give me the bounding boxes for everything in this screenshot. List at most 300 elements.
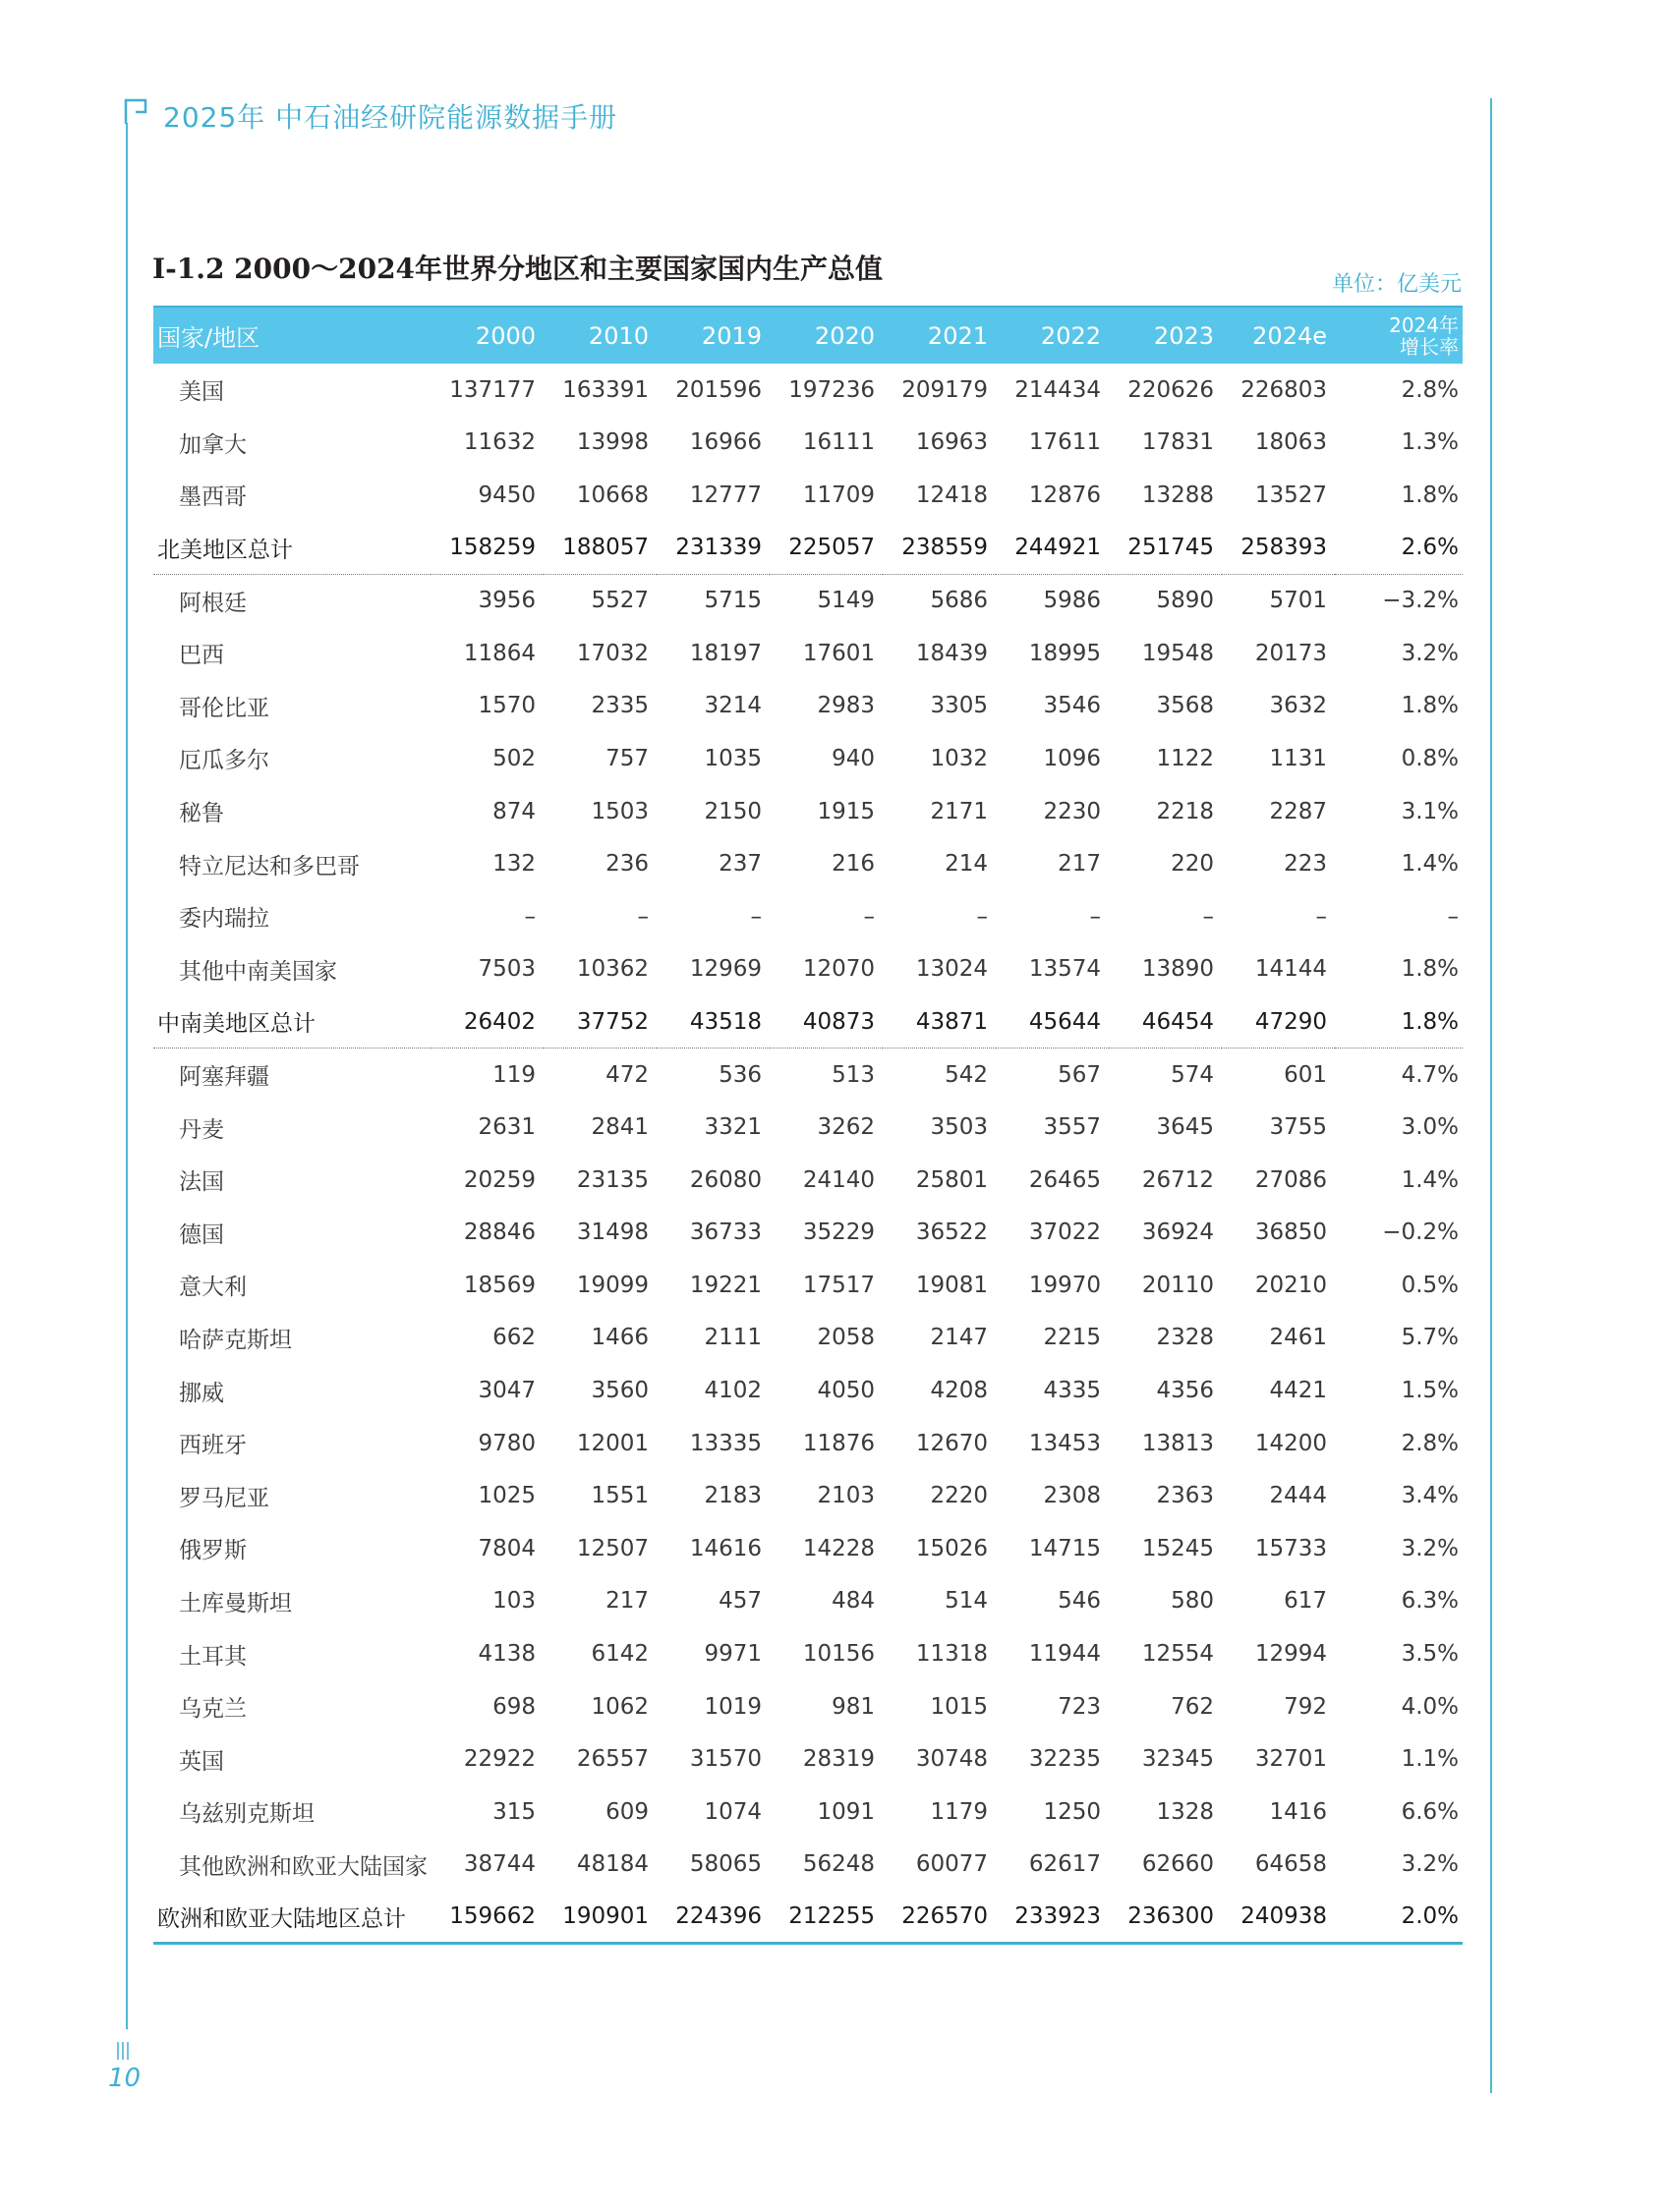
growth-rate-header-line1: 2024年 (1389, 312, 1459, 337)
gdp-value-cell: 10156 (802, 1641, 875, 1668)
table-row (153, 890, 1463, 943)
growth-rate-cell: 0.5% (1401, 1272, 1459, 1298)
gdp-value-cell: – (1202, 903, 1214, 930)
gdp-value-cell: 13335 (689, 1430, 762, 1456)
table-row (153, 1417, 1463, 1470)
gdp-value-cell: 2183 (704, 1483, 762, 1509)
gdp-value-cell: 12876 (1028, 482, 1101, 508)
column-header-year: 2000 (475, 321, 536, 350)
table-row (153, 469, 1463, 522)
gdp-value-cell: 38744 (463, 1851, 536, 1878)
gdp-value-cell: 5686 (930, 588, 988, 614)
gdp-value-cell: 17831 (1141, 429, 1214, 456)
gdp-value-cell: 580 (1171, 1588, 1214, 1615)
gdp-value-cell: 4050 (817, 1378, 875, 1404)
growth-rate-cell: 2.8% (1401, 376, 1459, 403)
gdp-value-cell: 36733 (689, 1219, 762, 1246)
gdp-value-cell: 28319 (802, 1746, 875, 1773)
gdp-value-cell: 1035 (704, 745, 762, 771)
table-row (153, 417, 1463, 470)
gdp-value-cell: 32235 (1028, 1746, 1101, 1773)
column-header-year: 2019 (701, 321, 762, 350)
table-row (153, 732, 1463, 785)
gdp-value-cell: 217 (605, 1588, 649, 1615)
gdp-value-cell: 1250 (1043, 1798, 1101, 1825)
table-row (153, 1154, 1463, 1207)
gdp-value-cell: – (750, 903, 762, 930)
country-name: 委内瑞拉 (179, 906, 269, 933)
country-name: 墨西哥 (179, 484, 247, 511)
growth-rate-cell: 6.6% (1401, 1798, 1459, 1825)
gdp-value-cell: 13998 (576, 429, 649, 456)
gdp-value-cell: 546 (1058, 1588, 1101, 1615)
column-header-year: 2010 (588, 321, 649, 350)
page-tick-icon (116, 2042, 130, 2060)
gdp-value-cell: 159662 (449, 1903, 536, 1930)
growth-rate-cell: 1.4% (1401, 1166, 1459, 1193)
gdp-value-cell: 5986 (1043, 588, 1101, 614)
gdp-value-cell: 223 (1284, 851, 1327, 878)
table-row (153, 1101, 1463, 1154)
gdp-value-cell: 1503 (591, 798, 649, 824)
growth-rate-cell: 1.3% (1401, 429, 1459, 456)
gdp-value-cell: 190901 (562, 1903, 649, 1930)
gdp-value-cell: 3321 (704, 1114, 762, 1141)
table-row (153, 1469, 1463, 1522)
gdp-value-cell: 11632 (463, 429, 536, 456)
gdp-value-cell: 2103 (817, 1483, 875, 1509)
gdp-value-cell: 3956 (478, 588, 536, 614)
growth-rate-cell: 2.0% (1401, 1903, 1459, 1930)
gdp-value-cell: 542 (945, 1061, 988, 1088)
growth-rate-cell: 1.8% (1401, 693, 1459, 719)
gdp-value-cell: 15026 (915, 1535, 988, 1561)
gdp-value-cell: 4335 (1043, 1378, 1101, 1404)
gdp-value-cell: 12994 (1254, 1641, 1327, 1668)
gdp-value-cell: 60077 (915, 1851, 988, 1878)
country-name: 阿根廷 (179, 590, 247, 616)
country-name: 罗马尼亚 (179, 1485, 269, 1511)
gdp-value-cell: 58065 (689, 1851, 762, 1878)
table-total-row (153, 522, 1463, 575)
gdp-value-cell: 1025 (478, 1483, 536, 1509)
gdp-value-cell: 62617 (1028, 1851, 1101, 1878)
table-row (153, 574, 1463, 627)
table-row (153, 1364, 1463, 1417)
gdp-value-cell: 16966 (689, 429, 762, 456)
gdp-value-cell: 17032 (576, 640, 649, 666)
gdp-value-cell: 14616 (689, 1535, 762, 1561)
country-name: 其他中南美国家 (179, 958, 337, 985)
gdp-value-cell: 56248 (802, 1851, 875, 1878)
growth-rate-cell: 1.4% (1401, 851, 1459, 878)
gdp-value-cell: 13890 (1141, 956, 1214, 983)
gdp-value-cell: 240938 (1240, 1903, 1327, 1930)
gdp-value-cell: 13813 (1141, 1430, 1214, 1456)
gdp-value-cell: 2287 (1269, 798, 1327, 824)
left-margin-rule (126, 123, 128, 2029)
gdp-value-cell: 315 (492, 1798, 536, 1825)
country-name: 巴西 (179, 643, 224, 669)
gdp-value-cell: 2631 (478, 1114, 536, 1141)
gdp-value-cell: 2218 (1156, 798, 1214, 824)
gdp-value-cell: 9450 (478, 482, 536, 508)
growth-rate-cell: 3.0% (1401, 1114, 1459, 1141)
gdp-value-cell: 13527 (1254, 482, 1327, 508)
country-name: 哥伦比亚 (179, 695, 269, 721)
gdp-value-cell: 236 (605, 851, 649, 878)
country-name: 阿塞拜疆 (179, 1064, 269, 1091)
table-row (153, 1786, 1463, 1839)
gdp-value-cell: 220626 (1127, 376, 1214, 403)
gdp-value-cell: 36924 (1141, 1219, 1214, 1246)
gdp-value-cell: 18197 (689, 640, 762, 666)
gdp-value-cell: 45644 (996, 995, 1109, 1049)
gdp-value-cell: 11876 (802, 1430, 875, 1456)
gdp-value-cell: 609 (605, 1798, 649, 1825)
table-total-row (153, 1891, 1463, 1944)
gdp-value-cell: 1032 (930, 745, 988, 771)
growth-rate-cell: 1.1% (1401, 1746, 1459, 1773)
table-row (153, 1680, 1463, 1733)
gdp-value-cell: 225057 (770, 522, 883, 575)
gdp-value-cell: 792 (1284, 1693, 1327, 1720)
gdp-value-cell: 757 (605, 745, 649, 771)
growth-rate-cell: 4.0% (1401, 1693, 1459, 1720)
country-name: 厄瓜多尔 (179, 748, 269, 774)
gdp-value-cell: 14228 (802, 1535, 875, 1561)
gdp-value-cell: 11864 (463, 640, 536, 666)
gdp-value-cell: 5715 (704, 588, 762, 614)
gdp-value-cell: 2220 (930, 1483, 988, 1509)
gdp-value-cell: 1091 (817, 1798, 875, 1825)
gdp-value-cell: 233923 (1014, 1903, 1101, 1930)
gdp-value-cell: 14200 (1254, 1430, 1327, 1456)
gdp-value-cell: 617 (1284, 1588, 1327, 1615)
growth-rate-cell: – (1447, 903, 1459, 930)
table-total-row (153, 995, 1463, 1049)
gdp-value-cell: 26712 (1141, 1166, 1214, 1193)
gdp-value-cell: 3560 (591, 1378, 649, 1404)
gdp-value-cell: 3645 (1156, 1114, 1214, 1141)
gdp-value-cell: 762 (1171, 1693, 1214, 1720)
gdp-value-cell: 3214 (704, 693, 762, 719)
gdp-value-cell: 7804 (478, 1535, 536, 1561)
gdp-value-cell: 188057 (544, 522, 657, 575)
gdp-value-cell: 1179 (930, 1798, 988, 1825)
gdp-value-cell: 36522 (915, 1219, 988, 1246)
gdp-value-cell: 723 (1058, 1693, 1101, 1720)
table-row (153, 1049, 1463, 1102)
gdp-value-cell: 201596 (675, 376, 762, 403)
gdp-value-cell: 237 (719, 851, 762, 878)
gdp-value-cell: 22922 (463, 1746, 536, 1773)
growth-rate-header-line2: 增长率 (1400, 334, 1459, 359)
gdp-value-cell: 158259 (431, 522, 544, 575)
gdp-value-cell: 2308 (1043, 1483, 1101, 1509)
column-header-year: 2022 (1040, 321, 1101, 350)
gdp-value-cell: 19221 (689, 1272, 762, 1298)
country-name: 意大利 (179, 1275, 247, 1301)
country-name: 哈萨克斯坦 (179, 1327, 292, 1353)
gdp-value-cell: 2841 (591, 1114, 649, 1141)
gdp-value-cell: 12507 (576, 1535, 649, 1561)
growth-rate-cell: −3.2% (1382, 588, 1459, 614)
gdp-value-cell: 216 (832, 851, 875, 878)
gdp-value-cell: 6142 (591, 1641, 649, 1668)
gdp-value-cell: 457 (719, 1588, 762, 1615)
gdp-value-cell: 3305 (930, 693, 988, 719)
gdp-value-cell: 30748 (915, 1746, 988, 1773)
gdp-value-cell: 62660 (1141, 1851, 1214, 1878)
growth-rate-cell: 0.8% (1401, 745, 1459, 771)
gdp-value-cell: 231339 (657, 522, 770, 575)
gdp-value-cell: 18063 (1254, 429, 1327, 456)
gdp-value-cell: 3755 (1269, 1114, 1327, 1141)
gdp-value-cell: 32701 (1254, 1746, 1327, 1773)
gdp-value-cell: 26465 (1028, 1166, 1101, 1193)
growth-rate-cell: 1.8% (1401, 482, 1459, 508)
growth-rate-cell: −0.2% (1382, 1219, 1459, 1246)
table-row (153, 1522, 1463, 1575)
growth-rate-cell: 5.7% (1401, 1325, 1459, 1351)
gdp-value-cell: 26080 (689, 1166, 762, 1193)
gdp-value-cell: 214434 (1014, 376, 1101, 403)
table-row (153, 1732, 1463, 1786)
gdp-table (153, 306, 1463, 1945)
gdp-value-cell: 2147 (930, 1325, 988, 1351)
gdp-value-cell: 5527 (591, 588, 649, 614)
gdp-value-cell: 37752 (544, 995, 657, 1049)
gdp-value-cell: 212255 (788, 1903, 875, 1930)
growth-rate-cell: 6.3% (1401, 1588, 1459, 1615)
country-name: 加拿大 (179, 431, 247, 458)
growth-rate-cell: 3.4% (1401, 1483, 1459, 1509)
country-name: 丹麦 (179, 1116, 224, 1143)
gdp-value-cell: 1122 (1156, 745, 1214, 771)
country-name: 乌克兰 (179, 1696, 247, 1723)
gdp-value-cell: 514 (945, 1588, 988, 1615)
gdp-value-cell: 31570 (689, 1746, 762, 1773)
gdp-value-cell: 35229 (802, 1219, 875, 1246)
gdp-value-cell: 258393 (1222, 522, 1335, 575)
gdp-value-cell: 1551 (591, 1483, 649, 1509)
gdp-value-cell: 19548 (1141, 640, 1214, 666)
gdp-value-cell: 244921 (996, 522, 1109, 575)
table-row (153, 1575, 1463, 1628)
growth-rate-cell: 3.2% (1401, 1851, 1459, 1878)
table-row (153, 1312, 1463, 1365)
region-total-name: 北美地区总计 (153, 522, 431, 575)
gdp-value-cell: 12418 (915, 482, 988, 508)
gdp-value-cell: 163391 (562, 376, 649, 403)
gdp-value-cell: 119 (492, 1061, 536, 1088)
column-header-growth-rate (1335, 307, 1463, 364)
gdp-value-cell: – (976, 903, 988, 930)
gdp-value-cell: 197236 (788, 376, 875, 403)
gdp-value-cell: 251745 (1109, 522, 1222, 575)
gdp-value-cell: 13288 (1141, 482, 1214, 508)
growth-rate-cell: 3.5% (1401, 1641, 1459, 1668)
table-row (153, 1259, 1463, 1312)
gdp-value-cell: 217 (1058, 851, 1101, 878)
gdp-value-cell: 25801 (915, 1166, 988, 1193)
gdp-value-cell: 12969 (689, 956, 762, 983)
table-row (153, 785, 1463, 838)
country-name: 西班牙 (179, 1433, 247, 1459)
country-name: 土库曼斯坦 (179, 1590, 292, 1616)
gdp-value-cell: 24140 (802, 1166, 875, 1193)
country-name: 秘鲁 (179, 801, 224, 827)
gdp-value-cell: 601 (1284, 1061, 1327, 1088)
growth-rate-cell: 4.7% (1401, 1061, 1459, 1088)
gdp-value-cell: 11709 (802, 482, 875, 508)
gdp-value-cell: 15245 (1141, 1535, 1214, 1561)
gdp-value-cell: 13453 (1028, 1430, 1101, 1456)
table-header-row (153, 307, 1463, 364)
gdp-value-cell: 513 (832, 1061, 875, 1088)
column-header-year: 2020 (814, 321, 875, 350)
gdp-value-cell: 2328 (1156, 1325, 1214, 1351)
table-row (153, 1207, 1463, 1260)
gdp-value-cell: 226803 (1240, 376, 1327, 403)
gdp-value-cell: 224396 (675, 1903, 762, 1930)
gdp-value-cell: 13024 (915, 956, 988, 983)
country-name: 俄罗斯 (179, 1538, 247, 1564)
gdp-value-cell: 4208 (930, 1378, 988, 1404)
gdp-value-cell: 5149 (817, 588, 875, 614)
gdp-value-cell: 9780 (478, 1430, 536, 1456)
gdp-value-cell: 48184 (576, 1851, 649, 1878)
country-name: 挪威 (179, 1380, 224, 1406)
gdp-value-cell: 5890 (1156, 588, 1214, 614)
gdp-value-cell: 1096 (1043, 745, 1101, 771)
gdp-value-cell: 214 (945, 851, 988, 878)
column-header-country: 国家/地区 (157, 324, 260, 352)
gdp-value-cell: 4421 (1269, 1378, 1327, 1404)
gdp-value-cell: 36850 (1254, 1219, 1327, 1246)
gdp-value-cell: 12070 (802, 956, 875, 983)
gdp-value-cell: 17601 (802, 640, 875, 666)
gdp-value-cell: 502 (492, 745, 536, 771)
gdp-value-cell: 1328 (1156, 1798, 1214, 1825)
gdp-value-cell: 940 (832, 745, 875, 771)
growth-rate-cell: 1.5% (1401, 1378, 1459, 1404)
gdp-value-cell: 3568 (1156, 693, 1214, 719)
gdp-value-cell: 32345 (1141, 1746, 1214, 1773)
gdp-value-cell: 20173 (1254, 640, 1327, 666)
gdp-value-cell: 12670 (915, 1430, 988, 1456)
gdp-value-cell: 2058 (817, 1325, 875, 1351)
gdp-value-cell: 10362 (576, 956, 649, 983)
gdp-value-cell: 17517 (802, 1272, 875, 1298)
growth-rate-cell: 3.2% (1401, 1535, 1459, 1561)
table-row (153, 837, 1463, 890)
gdp-value-cell: 1015 (930, 1693, 988, 1720)
gdp-value-cell: 1466 (591, 1325, 649, 1351)
gdp-value-cell: 574 (1171, 1061, 1214, 1088)
gdp-value-cell: 2150 (704, 798, 762, 824)
gdp-value-cell: 238559 (883, 522, 996, 575)
country-name: 其他欧洲和欧亚大陆国家 (179, 1853, 428, 1880)
gdp-value-cell: 19970 (1028, 1272, 1101, 1298)
gdp-value-cell: 16963 (915, 429, 988, 456)
country-name: 法国 (179, 1169, 224, 1196)
country-name: 德国 (179, 1221, 224, 1248)
gdp-value-cell: 4102 (704, 1378, 762, 1404)
table-row (153, 1627, 1463, 1680)
country-name: 特立尼达和多巴哥 (179, 853, 360, 879)
gdp-value-cell: 484 (832, 1588, 875, 1615)
gdp-value-cell: 20259 (463, 1166, 536, 1193)
table-row (153, 943, 1463, 996)
growth-rate-cell: 1.8% (1401, 956, 1459, 983)
gdp-value-cell: 27086 (1254, 1166, 1327, 1193)
gdp-value-cell: 1062 (591, 1693, 649, 1720)
handbook-header-title: 2025年 中石油经研院能源数据手册 (163, 101, 618, 134)
growth-rate-cell: 2.6% (1335, 522, 1463, 575)
gdp-value-cell: 7503 (478, 956, 536, 983)
gdp-value-cell: 2335 (591, 693, 649, 719)
gdp-value-cell: 37022 (1028, 1219, 1101, 1246)
gdp-value-cell: 20210 (1254, 1272, 1327, 1298)
page-number: 10 (108, 2064, 142, 2093)
table-title: I-1.2 2000～2024年世界分地区和主要国家国内生产总值 (152, 253, 884, 285)
gdp-value-cell: 2461 (1269, 1325, 1327, 1351)
column-header-year: 2024e (1252, 321, 1327, 350)
gdp-value-cell: 4356 (1156, 1378, 1214, 1404)
country-name: 英国 (179, 1748, 224, 1775)
gdp-value-cell: 18569 (463, 1272, 536, 1298)
gdp-value-cell: 31498 (576, 1219, 649, 1246)
gdp-value-cell: 26402 (431, 995, 544, 1049)
gdp-value-cell: 40873 (770, 995, 883, 1049)
gdp-value-cell: 1131 (1269, 745, 1327, 771)
gdp-value-cell: 236300 (1127, 1903, 1214, 1930)
gdp-value-cell: 64658 (1254, 1851, 1327, 1878)
country-name: 美国 (179, 379, 224, 406)
gdp-value-cell: 3632 (1269, 693, 1327, 719)
growth-rate-cell: 3.2% (1401, 640, 1459, 666)
gdp-value-cell: 5701 (1269, 588, 1327, 614)
column-header-year: 2023 (1153, 321, 1214, 350)
gdp-value-cell: 3546 (1043, 693, 1101, 719)
gdp-value-cell: 18995 (1028, 640, 1101, 666)
gdp-value-cell: 46454 (1109, 995, 1222, 1049)
gdp-value-cell: – (637, 903, 649, 930)
gdp-value-cell: 3047 (478, 1378, 536, 1404)
gdp-value-cell: 137177 (449, 376, 536, 403)
gdp-value-cell: 9971 (704, 1641, 762, 1668)
gdp-value-cell: 981 (832, 1693, 875, 1720)
growth-rate-cell: 2.8% (1401, 1430, 1459, 1456)
gdp-value-cell: – (863, 903, 875, 930)
column-header-year: 2021 (927, 321, 988, 350)
gdp-value-cell: 28846 (463, 1219, 536, 1246)
gdp-value-cell: 132 (492, 851, 536, 878)
gdp-value-cell: 1416 (1269, 1798, 1327, 1825)
gdp-value-cell: 1074 (704, 1798, 762, 1825)
table-row (153, 1839, 1463, 1892)
gdp-value-cell: 17611 (1028, 429, 1101, 456)
gdp-value-cell: 26557 (576, 1746, 649, 1773)
gdp-value-cell: 2444 (1269, 1483, 1327, 1509)
gdp-value-cell: 103 (492, 1588, 536, 1615)
gdp-value-cell: 662 (492, 1325, 536, 1351)
gdp-value-cell: 3557 (1043, 1114, 1101, 1141)
gdp-value-cell: 2111 (704, 1325, 762, 1351)
gdp-value-cell: 15733 (1254, 1535, 1327, 1561)
